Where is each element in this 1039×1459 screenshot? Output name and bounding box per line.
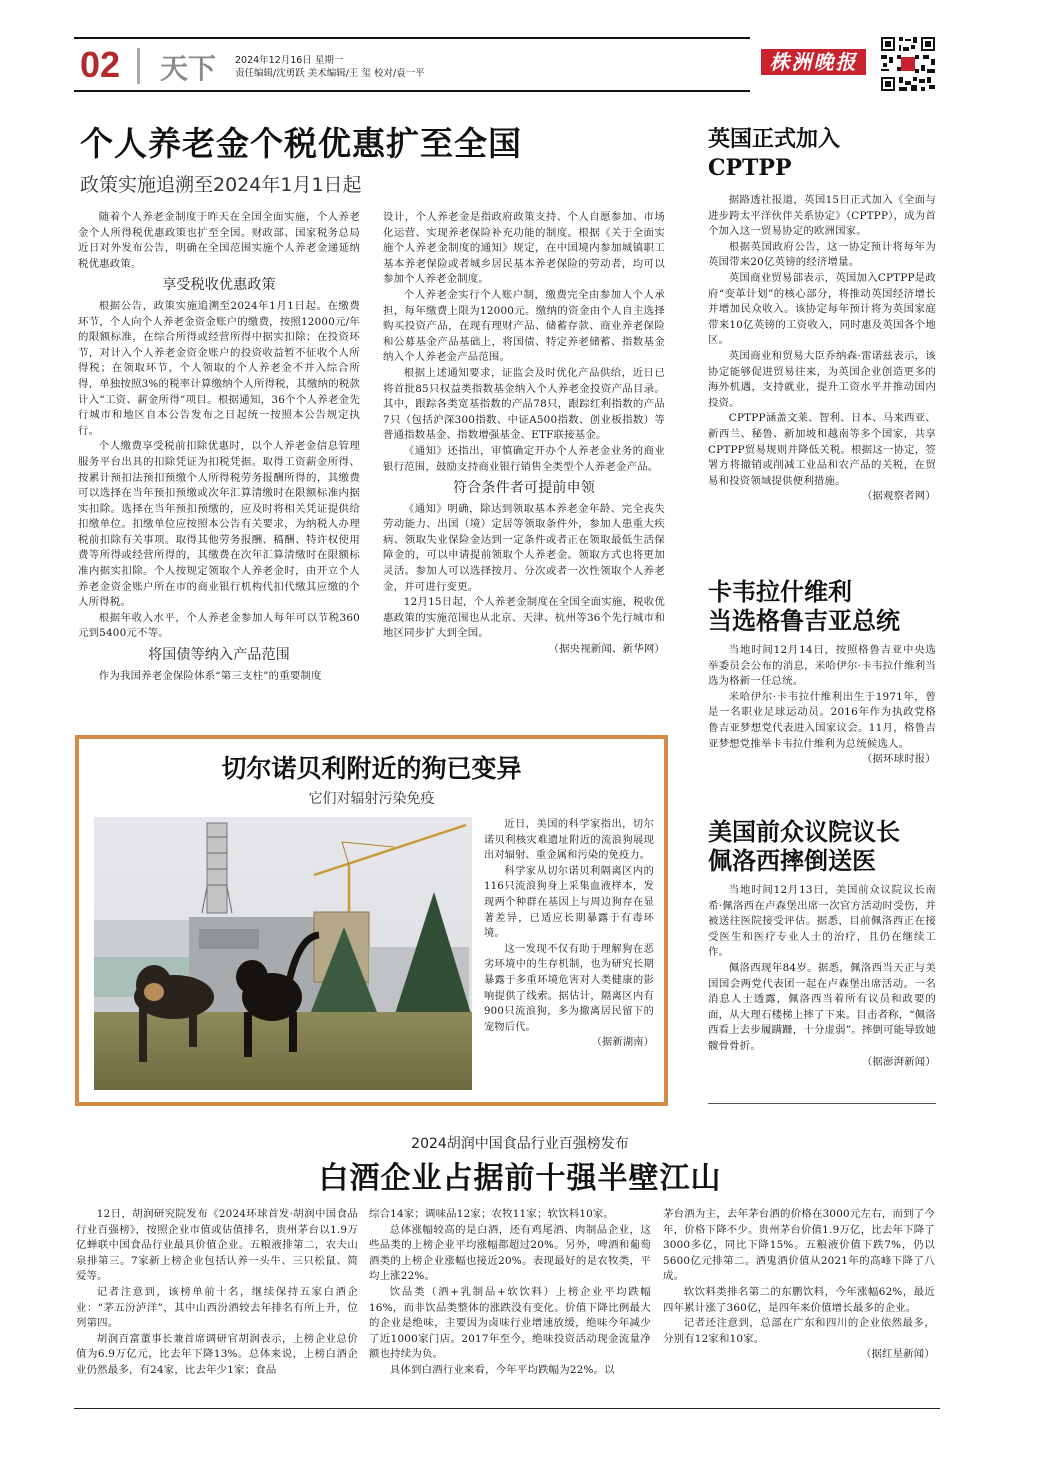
section-subhead: 享受税收优惠政策 (162, 277, 276, 294)
bottom-kicker: 2024胡润中国食品行业百强榜发布 (411, 1136, 629, 1152)
header-top-rule (74, 37, 750, 39)
paragraph: 总体涨幅较高的是白酒，还有鸡尾酒、肉制品企业，这些品类的上榜企业平均涨幅都超过20%。另外，啤酒和葡萄酒类的上榜企业涨幅也接近20%。表现最好的是农牧类，平均上涨22%。 (369, 1223, 651, 1283)
paragraph: 随着个人养老金制度于昨天在全国全面实施，个人养老金个人所得税优惠政策也扩至全国。财政部、国家税务总局近日对外发布公告，明确在全国范围实施个人养老金递延纳税优惠政策。 (78, 211, 360, 270)
lead-subheadline: 政策实施追溯至2024年1月1日起 (80, 174, 362, 196)
paragraph: 近日，美国的科学家指出，切尔诺贝利核灾难遗址附近的流浪狗展现出对辐射、重金属和污染的免疫力。 (484, 819, 654, 862)
headline-line: CPTPP (708, 155, 792, 181)
header-bottom-rule (74, 90, 750, 92)
paragraph: 记者还注意到，总部在广东和四川的企业依然最多，分别有12家和10家。 (663, 1317, 935, 1345)
lead-column-1 (78, 210, 360, 684)
paragraph-continued: 综合14家；调味品12家；农牧11家；软饮料10家。 (369, 1208, 615, 1220)
paragraph: 胡润百富董事长兼首席调研官胡润表示，上榜企业总价值为6.9万亿元，比去年下降13%。总体来说，上榜白酒企业仍然最多，有24家，比去年少1家；食品 (76, 1332, 358, 1376)
headline-line: 英国正式加入 (708, 126, 841, 152)
paragraph: 英国商业和贸易大臣乔纳森·雷诺兹表示，该协定能够促进贸易往来，为英国企业创造更多的海外机遇，支持就业，提升工资水平并推动国内投资。 (708, 349, 936, 409)
headline-line: 当选格鲁吉亚总统 (708, 606, 900, 635)
paragraph: 当地时间12月14日，按照格鲁吉亚中央选举委员会公布的消息，米哈伊尔·卡韦拉什维利当选为格新一任总统。 (708, 644, 936, 688)
headline-line: 佩洛西摔倒送医 (708, 846, 876, 875)
header-divider (137, 48, 140, 84)
side-headline (708, 817, 936, 875)
bottom-column-1 (76, 1207, 358, 1379)
masthead-logo: 株洲晚报 (761, 49, 866, 75)
side-headline (708, 125, 936, 183)
headline-line: 卡韦拉什维利 (708, 577, 852, 606)
bottom-headline: 白酒企业占据前十强半壁江山 (318, 1161, 722, 1196)
page-bottom-rule (74, 1408, 940, 1409)
paragraph: CPTPP涵盖文莱、智利、日本、马来西亚、新西兰、秘鲁、新加坡和越南等多个国家，共享CPTPP贸易规则并降低关税。根据这一协定，签署方将撤销或削减工业品和农产品的关税，在贸易和投资领域提供便利措施。 (708, 412, 936, 487)
bottom-column-3 (663, 1207, 935, 1363)
paragraph: 软饮料类排名第二的东鹏饮料，今年涨幅62%，最近四年累计涨了360亿，是四年来价值增长最多的企业。 (663, 1285, 935, 1314)
paragraph: 个人缴费享受税前扣除优惠时，以个人养老金信息管理服务平台出具的扣除凭证为扣税凭据。取得工资薪金所得、按累计预扣法预扣预缴个人所得税劳务报酬所得的，其缴费可以选择在当年预扣预缴或次年汇算清缴时在限额标准内据实扣除。选择在当年预扣预缴的，应及时将相关凭证提供给扣缴单位。扣缴单位应按照本公告有关要求，为纳税人办理税前扣除有关事项。取得其他劳务报酬、稿酬、特许权使用费等所得或经营所得的，其缴费在次年汇算清缴时在限额标准内据实扣除。个人按规定领取个人养老金时，由开立个人养老金资金账户所在市的商业银行机构代扣代缴其应缴的个人所得税。 (78, 440, 360, 609)
boxed-article-chernobyl-dogs (75, 735, 668, 1106)
paragraph: 记者注意到，该榜单前十名，继续保持五家白酒企业：“茅五汾泸洋”，其中山西汾酒较去年排名有所上升，位列第四。 (76, 1285, 358, 1330)
side-article-pelosi (708, 817, 936, 1070)
paragraph: 根据英国政府公告，这一协定预计将每年为英国带来20亿英镑的经济增量。 (708, 240, 936, 269)
paragraph: 12月15日起，个人养老金制度在全国全面实施，税收优惠政策的实施范围也从北京、天津、杭州等36个先行城市和地区同步扩大到全国。 (383, 596, 665, 640)
section-label: 天下 (160, 52, 217, 85)
source-credit: （据央视新闻、新华网） (548, 643, 665, 656)
paragraph: 个人养老金实行个人账户制，缴费完全由参加人个人承担，每年缴费上限为12000元。缴纳的资金由个人自主选择购买投资产品，在现有理财产品、储蓄存款、商业养老保险和公募基金产品基础上，将国债、特定养老储蓄、指数基金纳入个人养老金产品范围。 (383, 288, 665, 364)
side-headline (708, 577, 936, 635)
box-body (484, 817, 654, 1051)
paragraph: 具体到白酒行业来看，今年平均跌幅为22%。以 (389, 1363, 615, 1376)
side-body (708, 883, 936, 1070)
lead-column-2 (383, 210, 665, 658)
source-credit: （据观察者网） (861, 490, 936, 503)
header-meta (235, 54, 425, 80)
paragraph: 根据年收入水平，个人养老金参加人每年可以节税360元到5400元不等。 (78, 611, 360, 640)
paragraph-continued: 茅台酒为主，去年茅台酒的价格在3000元左右，而到了今年，价格下降不少。贵州茅台价值1.9万亿，比去年下降了3000多亿，同比下降15%。五粮液价值下跌7%，仍以5600亿元排第二。酒鬼酒价值从2021年的高峰下降了八成。 (663, 1208, 935, 1283)
paragraph: 作为我国养老金保险体系“第三支柱”的重要制度 (98, 669, 322, 682)
source-credit: （据新湖南） (591, 1037, 654, 1049)
section-subhead: 将国债等纳入产品范围 (148, 647, 290, 664)
side-article-uk-cptpp (708, 125, 936, 505)
page-number: 02 (80, 44, 121, 85)
bottom-column-2 (369, 1207, 651, 1379)
paragraph: 英国商业贸易部表示，英国加入CPTPP是政府“变革计划”的核心部分，将推动英国经济增长并增加民众收入。该协定每年预计将为英国家庭带来10亿英镑的工资收入，同时惠及英国各个地区。 (708, 271, 936, 347)
side-body (708, 643, 936, 768)
chernobyl-dogs-photo (94, 817, 472, 1090)
paragraph: 米哈伊尔·卡韦拉什维利出生于1971年，曾是一名职业足球运动员。2016年作为执政党格鲁吉亚梦想党代表进入国家议会。11月，格鲁吉亚梦想党推举卡韦拉什维利为总统候选人。 (708, 690, 936, 750)
paragraph: 这一发现不仅有助于理解狗在恶劣环境中的生存机制，也为研究长期暴露于多重环境危害对人类健康的影响提供了线索。据估计，隔离区内有900只流浪狗，多为撤离居民留下的宠物后代。 (484, 943, 654, 1033)
paragraph: 佩洛西现年84岁。据悉，佩洛西当天正与美国国会两党代表团一起在卢森堡出席活动。一名消息人士透露，佩洛西当着所有议员和政要的面，从大理石楼梯上摔了下来。目击者称，“佩洛西看上去步履蹒跚，十分虚弱”。摔倒可能导致她髋骨骨折。 (708, 961, 936, 1052)
paragraph: 饮品类（酒+乳制品+软饮料）上榜企业平均跌幅16%，而非饮品类整体的涨跌没有变化。价值下降比例最大的企业是绝味，主要因为卤味行业增速放缓，绝味今年减少了近1000家门店。2017年至今，绝味投资活动现金流量净额也持续为负。 (369, 1285, 651, 1361)
paragraph: 当地时间12月13日，美国前众议院议长南希·佩洛西在卢森堡出席一次官方活动时受伤，并被送往医院接受评估。据悉，目前佩洛西正在接受医生和医疗专业人士的治疗，且仍在继续工作。 (708, 884, 936, 959)
side-divider (708, 1103, 936, 1104)
lead-headline: 个人养老金个税优惠扩至全国 (80, 124, 522, 163)
section-subhead: 符合条件者可提前申领 (453, 480, 595, 497)
box-headline: 切尔诺贝利附近的狗已变异 (221, 754, 522, 783)
side-article-georgia (708, 577, 936, 768)
paragraph: 《通知》还指出，审慎确定开办个人养老金业务的商业银行范围，鼓励支持商业银行销售全类型个人养老金产品。 (383, 444, 665, 473)
paragraph: 科学家从切尔诺贝利隔离区内的116只流浪狗身上采集血液样本，发现两个种群在基因上与周边狗存在显著差异，已适应长期暴露于有毒环境。 (484, 865, 654, 940)
date-line: 2024年12月16日 星期一 (235, 55, 344, 66)
source-credit: （据红星新闻） (860, 1348, 935, 1361)
paragraph: 据路透社报道，英国15日正式加入《全面与进步跨太平洋伙伴关系协定》（CPTPP），成为首个加入这一贸易协定的欧洲国家。 (708, 194, 936, 238)
paragraph: 根据上述通知要求，证监会及时优化产品供给，近日已将首批85只权益类指数基金纳入个人养老金投资产品目录。其中，跟踪各类宽基指数的产品78只，跟踪红利指数的产品7只（包括沪深300指数、中证A500指数、创业板指数）等普通指数基金、指数增强基金、ETF联接基金。 (383, 366, 665, 442)
paragraph: 《通知》明确，除达到领取基本养老金年龄、完全丧失劳动能力、出国（境）定居等领取条件外，参加人患重大疾病、领取失业保险金达到一定条件或者正在领取最低生活保障金的，可以申请提前领取个人养老金。领取方式也将更加灵活。参加人可以选择按月、分次或者一次性领取个人养老金，并可进行变更。 (383, 502, 665, 593)
paragraph-continued: 设计，个人养老金是指政府政策支持、个人自愿参加、市场化运营、实现养老保险补充功能的制度。根据《关于全面实施个人养老金制度的通知》规定，在中国境内参加城镇职工基本养老保险或者城乡居民基本养老保险的劳动者，均可以参加个人养老金制度。 (383, 211, 665, 286)
qr-code-icon (879, 35, 937, 93)
side-body (708, 193, 936, 505)
box-subheadline: 它们对辐射污染免疫 (308, 791, 435, 807)
source-credit: （据环球时报） (861, 753, 936, 766)
source-credit: （据澎湃新闻） (861, 1055, 936, 1068)
paragraph: 12日，胡润研究院发布《2024环球首发·胡润中国食品行业百强榜》，按照企业市值或估值排名，贵州茅台以1.9万亿蝉联中国食品行业最具价值企业。五粮液排第二，农夫山泉排第三。7家新上榜企业包括认养一头牛、三只松鼠、简爱等。 (76, 1208, 358, 1283)
paragraph: 根据公告，政策实施追溯至2024年1月1日起。在缴费环节，个人向个人养老金资金账户的缴费，按照12000元/年的限额标准，在综合所得或经营所得中据实扣除；在投资环节，对计入个人养老金资金账户的投资收益暂不征收个人所得税；在领取环节，个人领取的个人养老金不并入综合所得，单独按照3%的税率计算缴纳个人所得税，其缴纳的税款计入“工资、薪金所得”项目。根据通知，36个个人养老金先行城市和地区自本公告发布之日起统一按照本公告规定执行。 (78, 299, 360, 437)
headline-line: 美国前众议院议长 (708, 817, 900, 846)
credits-line: 责任编辑/沈勇跃 美术编辑/王 玺 校对/袁一平 (235, 68, 425, 79)
